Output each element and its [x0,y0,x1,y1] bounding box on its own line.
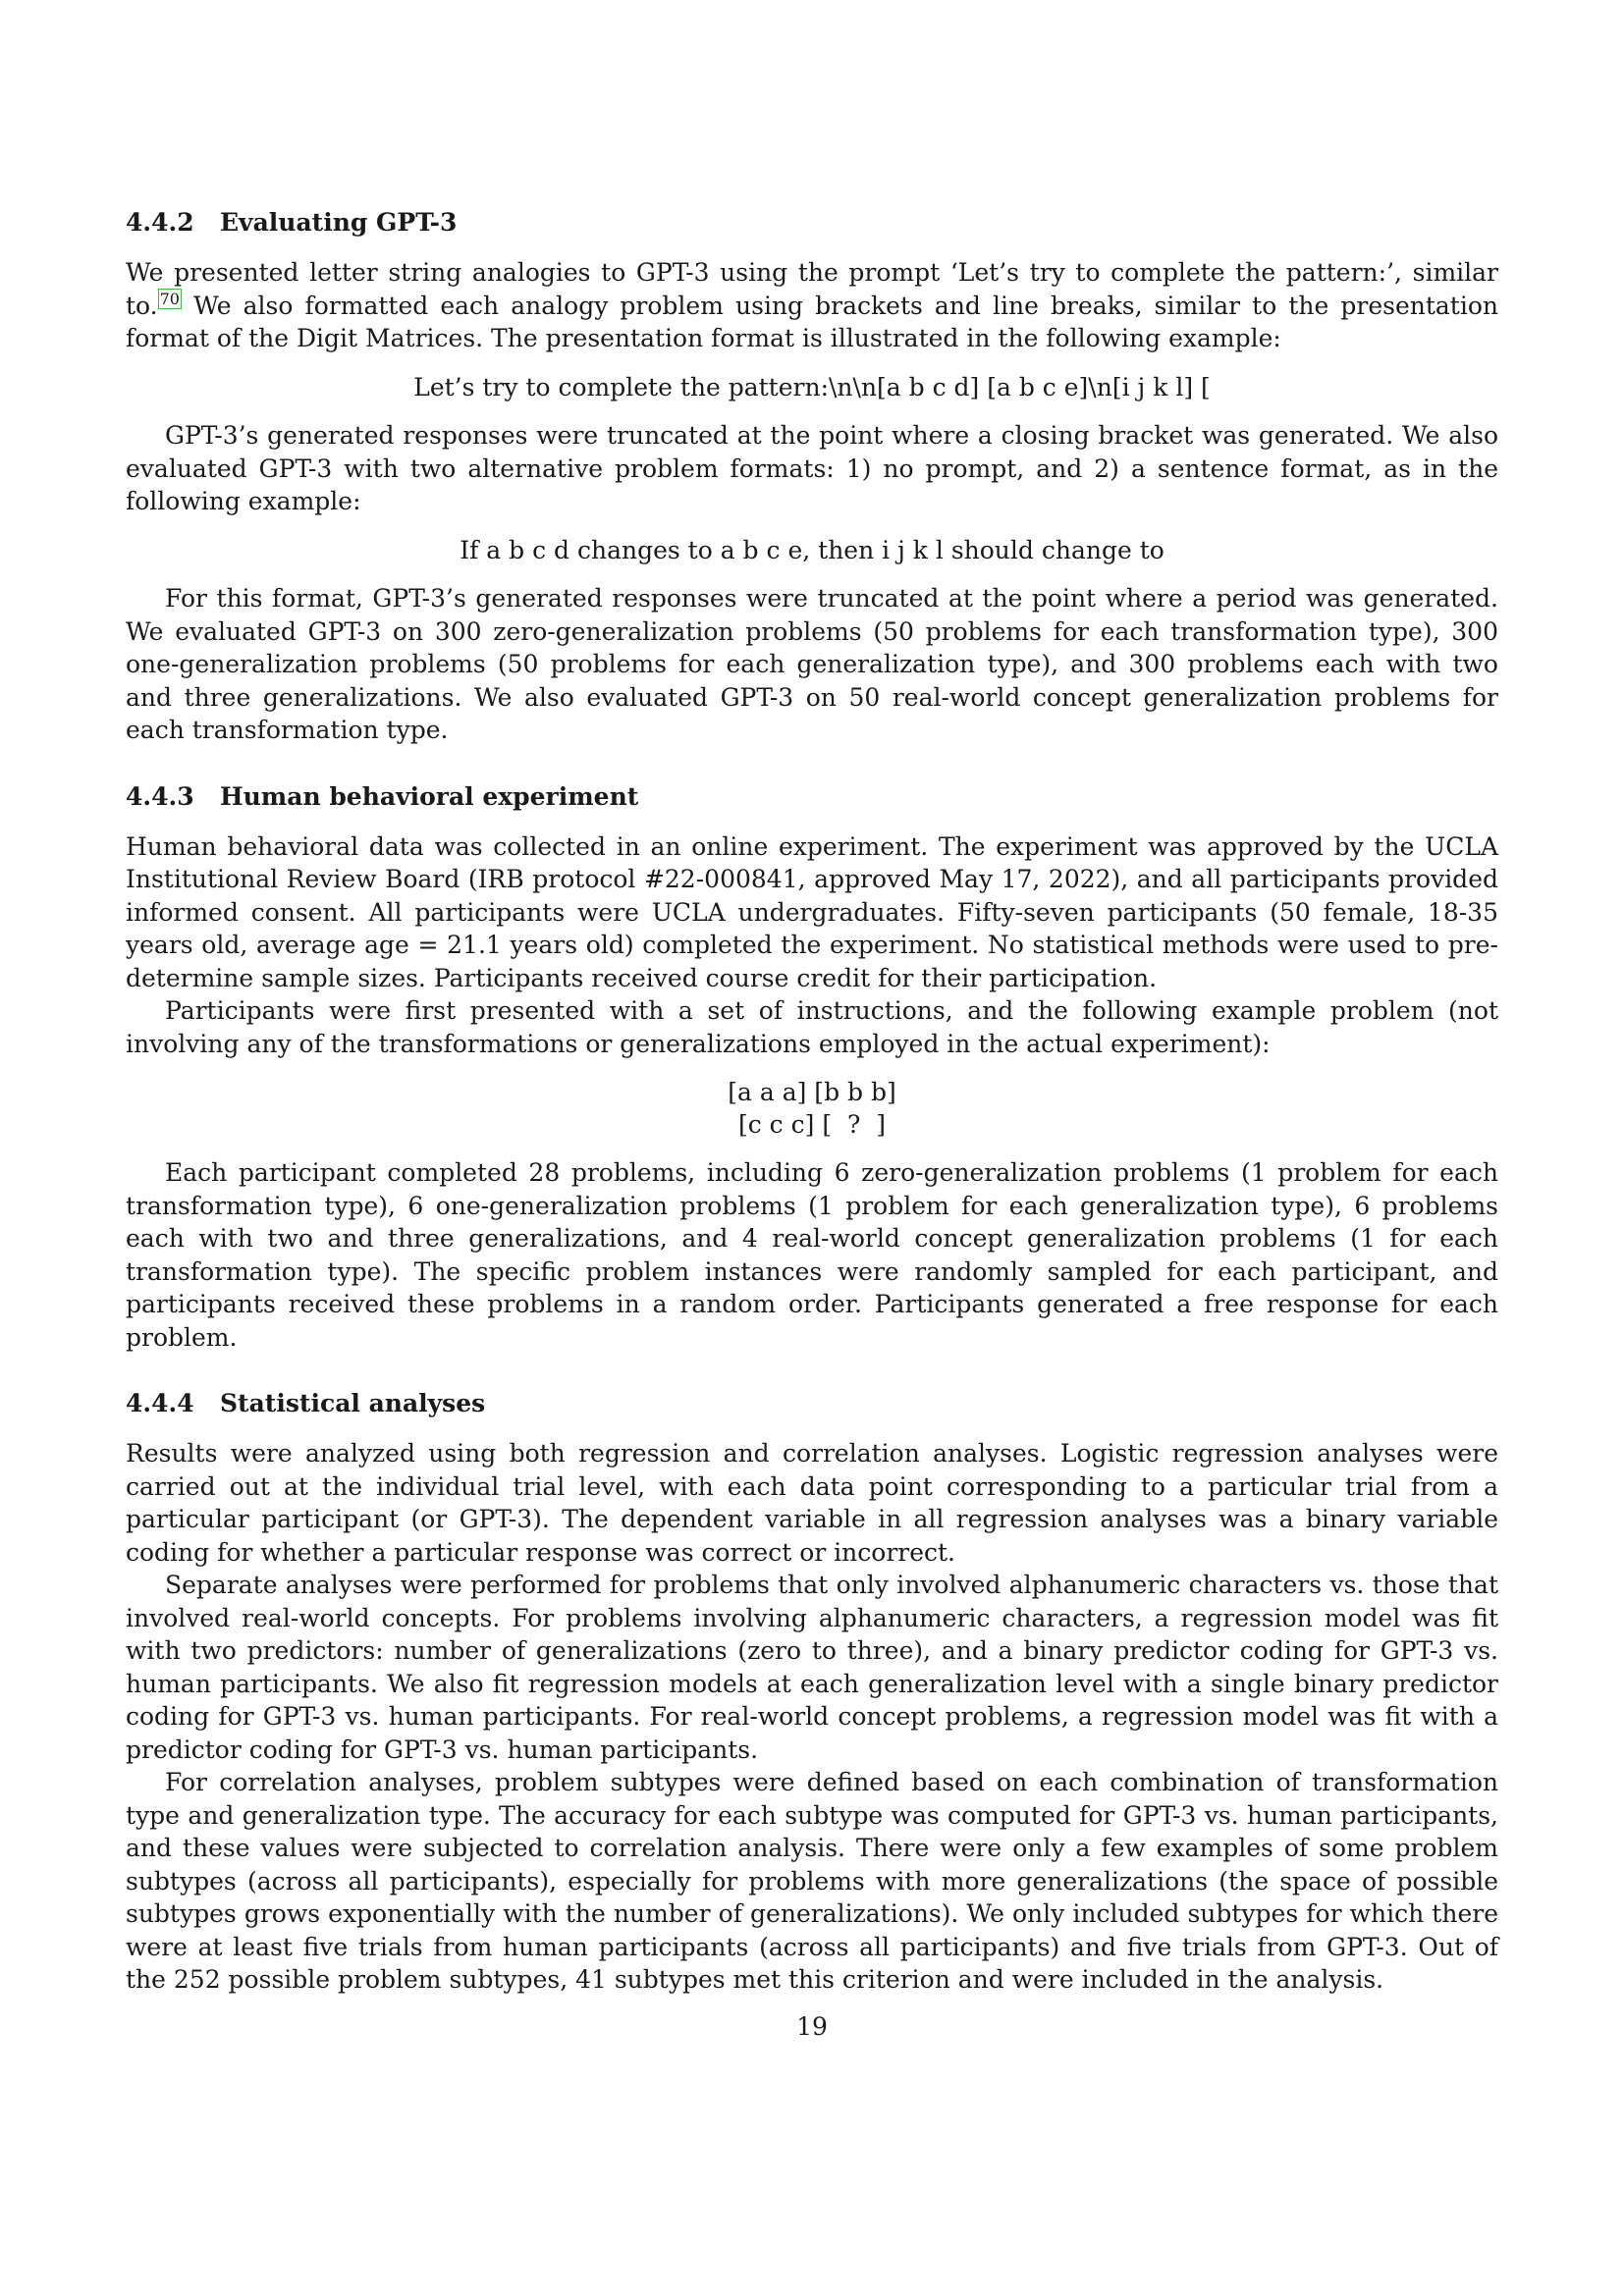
section-title: Evaluating GPT-3 [220,208,458,237]
example-row: [c c c] [ ? ] [737,1110,887,1139]
example-row: [a a a] [b b b] [728,1078,896,1106]
section-4-4-2 [126,206,1498,747]
section-number: 4.4.2 [126,208,194,237]
section-title: Human behavioral experiment [220,781,639,811]
paragraph: For correlation analyses, problem subtypes were defined based on each combination of transformation type and generalization type. The accuracy for each subtype was computed for GPT-3 vs. human participants, and these values were subjected to correlation analysis. There were only a few examples of some problem subtypes (across all participants), especially for problems with more generalizations (the space of possible subtypes grows exponentially with the number of generalizations). We only included subtypes for which there were at least five trials from human participants (across all participants) and five trials from GPT-3. Out of the 252 possible problem subtypes, 41 subtypes met this criterion and were included in the analysis. [126,1768,1498,1994]
paragraph: Separate analyses were performed for problems that only involved alphanumeric characters vs. those that involved real-world concepts. For problems involving alphanumeric characters, a regression model was fit with two predictors: number of generalizations (zero to three), and a binary predictor coding for GPT-3 vs. human participants. We also fit regression models at each generalization level with a single binary predictor coding for GPT-3 vs. human participants. For real-world concept problems, a regression model was fit with a predictor coding for GPT-3 vs. human participants. [126,1571,1498,1764]
paragraph-text: We also formatted each analogy problem using brackets and line breaks, similar to the presentation format of the Digit Matrices. The presentation format is illustrated in the following example: [126,291,1498,352]
paragraph: Human behavioral data was collected in an online experiment. The experiment was approved by the UCLA Institutional Review Board (IRB protocol #22-000841, approved May 17, 2022), and all participants provided informed consent. All participants were UCLA undergraduates. Fifty-seven participants (50 female, 18-35 years old, average age = 21.1 years old) completed the experiment. No statistical methods were used to pre-determine sample sizes. Participants received course credit for their participation. [126,831,1498,992]
paper-page [126,206,1498,2030]
section-number: 4.4.3 [126,781,194,811]
paragraph: GPT-3’s generated responses were truncated at the point where a closing bracket was generated. We also evaluated GPT-3 with two alternative problem formats: 1) no prompt, and 2) a sentence format, as in the following example: [126,421,1498,515]
example-problem [126,1076,1498,1141]
section-title: Statistical analyses [220,1389,486,1417]
paragraph: Each participant completed 28 problems, including 6 zero-generalization problems (1 problem for each transformation type), 6 one-generalization problems (1 problem for each generalization type), 6 problems each with two and three generalizations, and 4 real-world concept generalization problems (1 for each transformation type). The specific problem instances were randomly sampled for each participant, and participants received these problems in a random order. Participants generated a free response for each problem. [126,1158,1498,1352]
prompt-example: Let’s try to complete the pattern:\n\n[a b c d] [a b c e]\n[i j k l] [ [413,372,1211,401]
section-4-4-3 [126,780,1498,1355]
paragraph: For this format, GPT-3’s generated responses were truncated at the point where a period was generated. We evaluated GPT-3 on 300 zero-generalization problems (50 problems for each transformation type), 300 one-generalization problems (50 problems for each generalization type), and 300 problems each with two and three generalizations. We also evaluated GPT-3 on 50 real-world concept generalization problems for each transformation type. [126,584,1498,744]
section-heading [126,780,1498,813]
citation-link[interactable]: 70 [159,290,180,309]
section-number: 4.4.4 [126,1389,194,1417]
paragraph [126,256,1498,355]
paragraph: Participants were first presented with a set of instructions, and the following example problem (not involving any of the transformations or generalizations employed in the actual experiment): [126,996,1498,1058]
sentence-example: If a b c d changes to a b c e, then i j k l should change to [460,535,1164,564]
paragraph-text: We presented letter string analogies to GPT-3 using the prompt ‘Let’s try to complete the pattern:’, similar to. [126,258,1498,320]
page-number: 19 [796,2012,828,2041]
paragraph: Results were analyzed using both regression and correlation analyses. Logistic regression analyses were carried out at the individual trial level, with each data point corresponding to a particular trial from a particular participant (or GPT-3). The dependent variable in all regression analyses was a binary variable coding for whether a particular response was correct or incorrect. [126,1439,1498,1567]
section-heading [126,1387,1498,1419]
section-heading [126,206,1498,239]
section-4-4-4 [126,1387,1498,1997]
